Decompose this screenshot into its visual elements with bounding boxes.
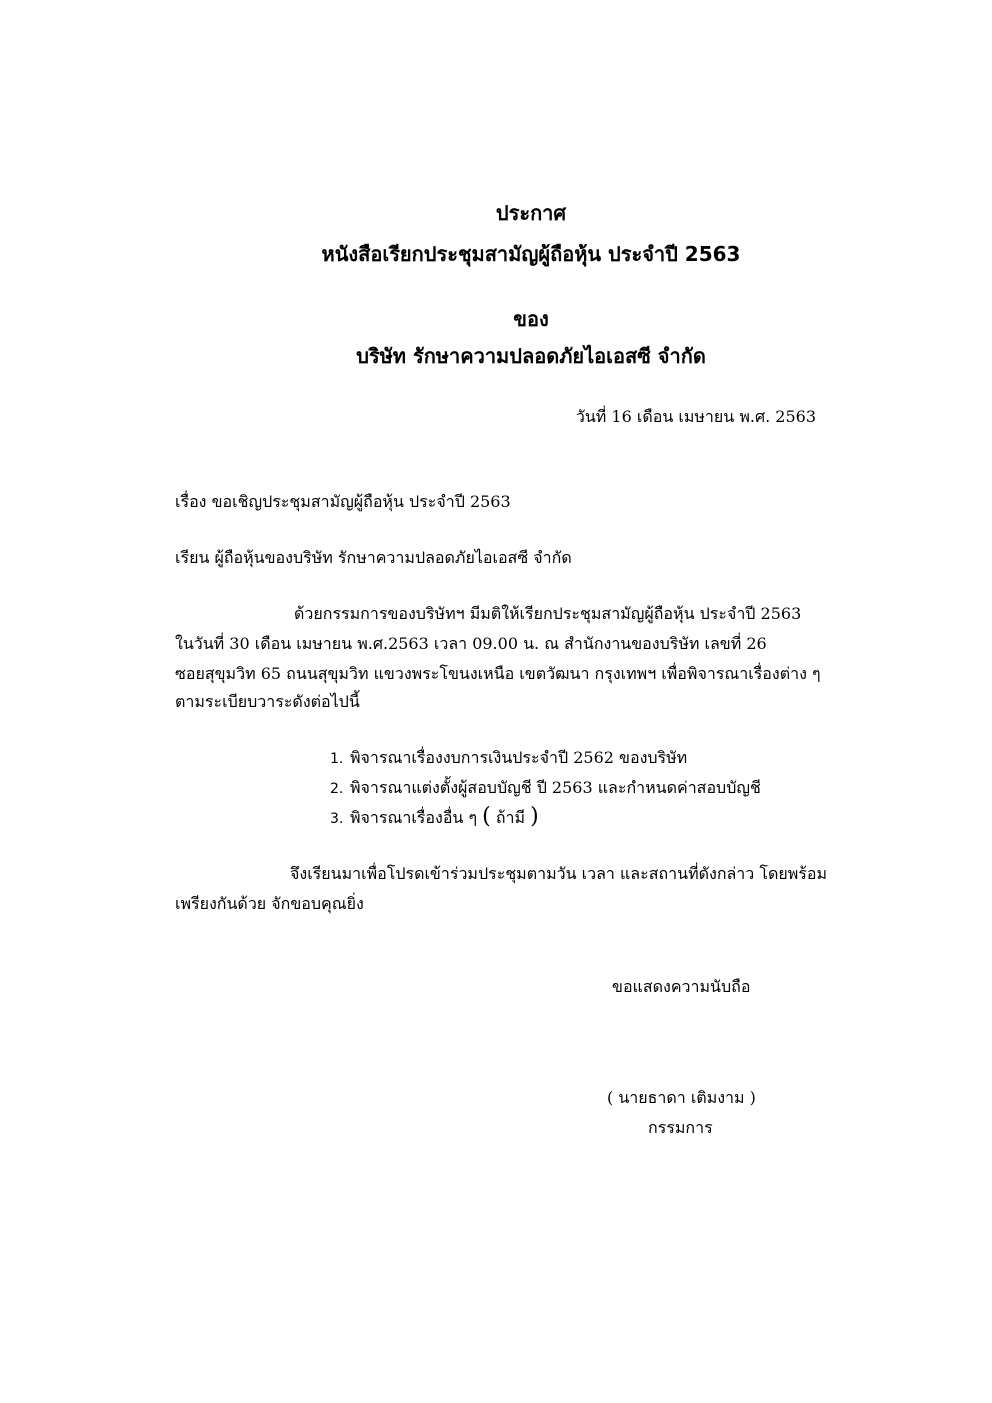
closing-line-1: จึงเรียนมาเพื่อโปรดเข้าร่วมประชุมตามวัน เวลา และสถานที่ดังกล่าว โดยพร้อม: [290, 864, 828, 883]
close-parenthesis: ): [530, 804, 539, 829]
intro-line-1: ด้วยกรรมการของบริษัทฯ มีมติให้เรียกประชุมสามัญผู้ถือหุ้น ประจำปี 2563: [294, 604, 802, 623]
signatory-name: ( นายธาดา เติมงาม ): [607, 1088, 756, 1107]
meeting-notice-title: หนังสือเรียกประชุมสามัญผู้ถือหุ้น ประจำปี 2563: [321, 242, 741, 266]
agenda-item: [330, 750, 687, 766]
agenda-item-number: 3.: [330, 811, 344, 827]
closing-salutation: ขอแสดงความนับถือ: [612, 977, 751, 996]
of-label: ของ: [513, 307, 549, 331]
subject-line: เรื่อง ขอเชิญประชุมสามัญผู้ถือหุ้น ประจำปี 2563: [175, 492, 511, 511]
agenda-item-number: 2.: [330, 781, 344, 797]
agenda-item-text: พิจารณาเรื่องงบการเงินประจำปี 2562 ของบริษัท: [350, 748, 688, 767]
signatory-title: กรรมการ: [648, 1118, 713, 1137]
open-parenthesis: (: [482, 804, 491, 829]
intro-line-2: ในวันที่ 30 เดือน เมษายน พ.ศ.2563 เวลา 09.00 น. ณ สำนักงานของบริษัท เลขที่ 26: [175, 634, 767, 653]
announcement-heading: ประกาศ: [495, 201, 567, 225]
agenda-item: [330, 806, 539, 828]
agenda-item: [330, 780, 761, 796]
addressee-line: เรียน ผู้ถือหุ้นของบริษัท รักษาความปลอดภัยไอเอสซี จำกัด: [175, 548, 572, 567]
document-date: วันที่ 16 เดือน เมษายน พ.ศ. 2563: [575, 407, 816, 426]
company-name-heading: บริษัท รักษาความปลอดภัยไอเอสซี จำกัด: [356, 344, 706, 368]
intro-line-4: ตามระเบียบวาระดังต่อไปนี้: [175, 692, 360, 711]
agenda-item-number: 1.: [330, 751, 344, 767]
closing-line-2: เพรียงกันด้วย จักขอบคุณยิ่ง: [175, 894, 364, 913]
agenda-item-note: ถ้ามี: [490, 808, 531, 827]
agenda-item-text: พิจารณาเรื่องอื่น ๆ: [350, 808, 478, 827]
agenda-item-text: พิจารณาแต่งตั้งผู้สอบบัญชี ปี 2563 และกำหนดค่าสอบบัญชี: [350, 778, 761, 797]
intro-line-3: ซอยสุขุมวิท 65 ถนนสุขุมวิท แขวงพระโขนงเหนือ เขตวัฒนา กรุงเทพฯ เพื่อพิจารณาเรื่องต่าง ๆ: [175, 664, 821, 683]
